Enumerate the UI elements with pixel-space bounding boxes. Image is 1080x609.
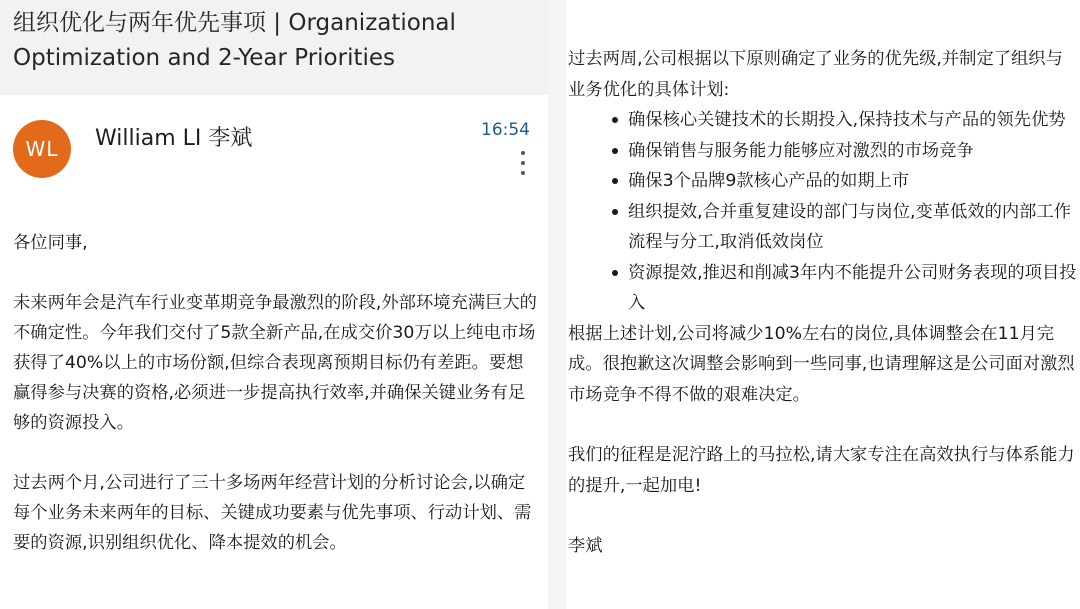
body-paragraph: 过去两周,公司根据以下原则确定了业务的优先级,并制定了组织与业务优化的具体计划:: [568, 49, 1063, 100]
body-paragraph: 未来两年会是汽车行业变革期竞争最激烈的阶段,外部环境充满巨大的不确定性。今年我们交付了5款全新产品,在成交价30万以上纯电市场获得了40%以上的市场份额,但综合表现离预期目标仍有差距。要想赢得参与决赛的资格,必须进一步提高执行效率,并确保关键业务有足够的资源投入。: [13, 293, 537, 433]
list-item: 确保核心关键技术的长期投入,保持技术与产品的领先优势: [628, 105, 1078, 136]
email-subject: 组织优化与两年优先事项 | Organizational Optimization and 2-Year Priorities: [13, 10, 456, 71]
list-item: 组织提效,合并重复建设的部门与岗位,变革低效的内部工作流程与分工,取消低效岗位: [628, 197, 1078, 258]
sender-name[interactable]: William LI 李斌: [95, 126, 253, 151]
email-body-left: [13, 228, 538, 588]
list-item: 确保3个品牌9款核心产品的如期上市: [628, 166, 1078, 197]
avatar[interactable]: WL: [13, 120, 71, 178]
greeting: 各位同事,: [13, 233, 88, 253]
email-body-right: [568, 44, 1078, 562]
body-paragraph: 根据上述计划,公司将减少10%左右的岗位,具体调整会在11月完成。很抱歉这次调整会影响到一些同事,也请理解这是公司面对激烈市场竞争不得不做的艰难决定。: [568, 323, 1075, 405]
body-paragraph: 过去两个月,公司进行了三十多场两年经营计划的分析讨论会,以确定每个业务未来两年的目标、关键成功要素与优先事项、行动计划、需要的资源,识别组织优化、降本提效的机会。: [13, 473, 532, 553]
list-item: 资源提效,推迟和削减3年内不能提升公司财务表现的项目投入: [628, 258, 1078, 319]
signature: 李斌: [568, 536, 603, 556]
body-paragraph: 我们的征程是泥泞路上的马拉松,请大家专注在高效执行与体系能力的提升,一起加电!: [568, 445, 1075, 496]
email-right-pane: [566, 0, 1080, 609]
principles-list: [568, 105, 1078, 319]
sent-time: 16:54: [481, 120, 530, 140]
sender-row: [0, 95, 548, 205]
list-item: 确保销售与服务能力能够应对激烈的市场竞争: [628, 136, 1078, 167]
subject-bar: [0, 0, 548, 95]
pane-divider: [548, 0, 566, 609]
more-options-icon[interactable]: [520, 151, 526, 175]
